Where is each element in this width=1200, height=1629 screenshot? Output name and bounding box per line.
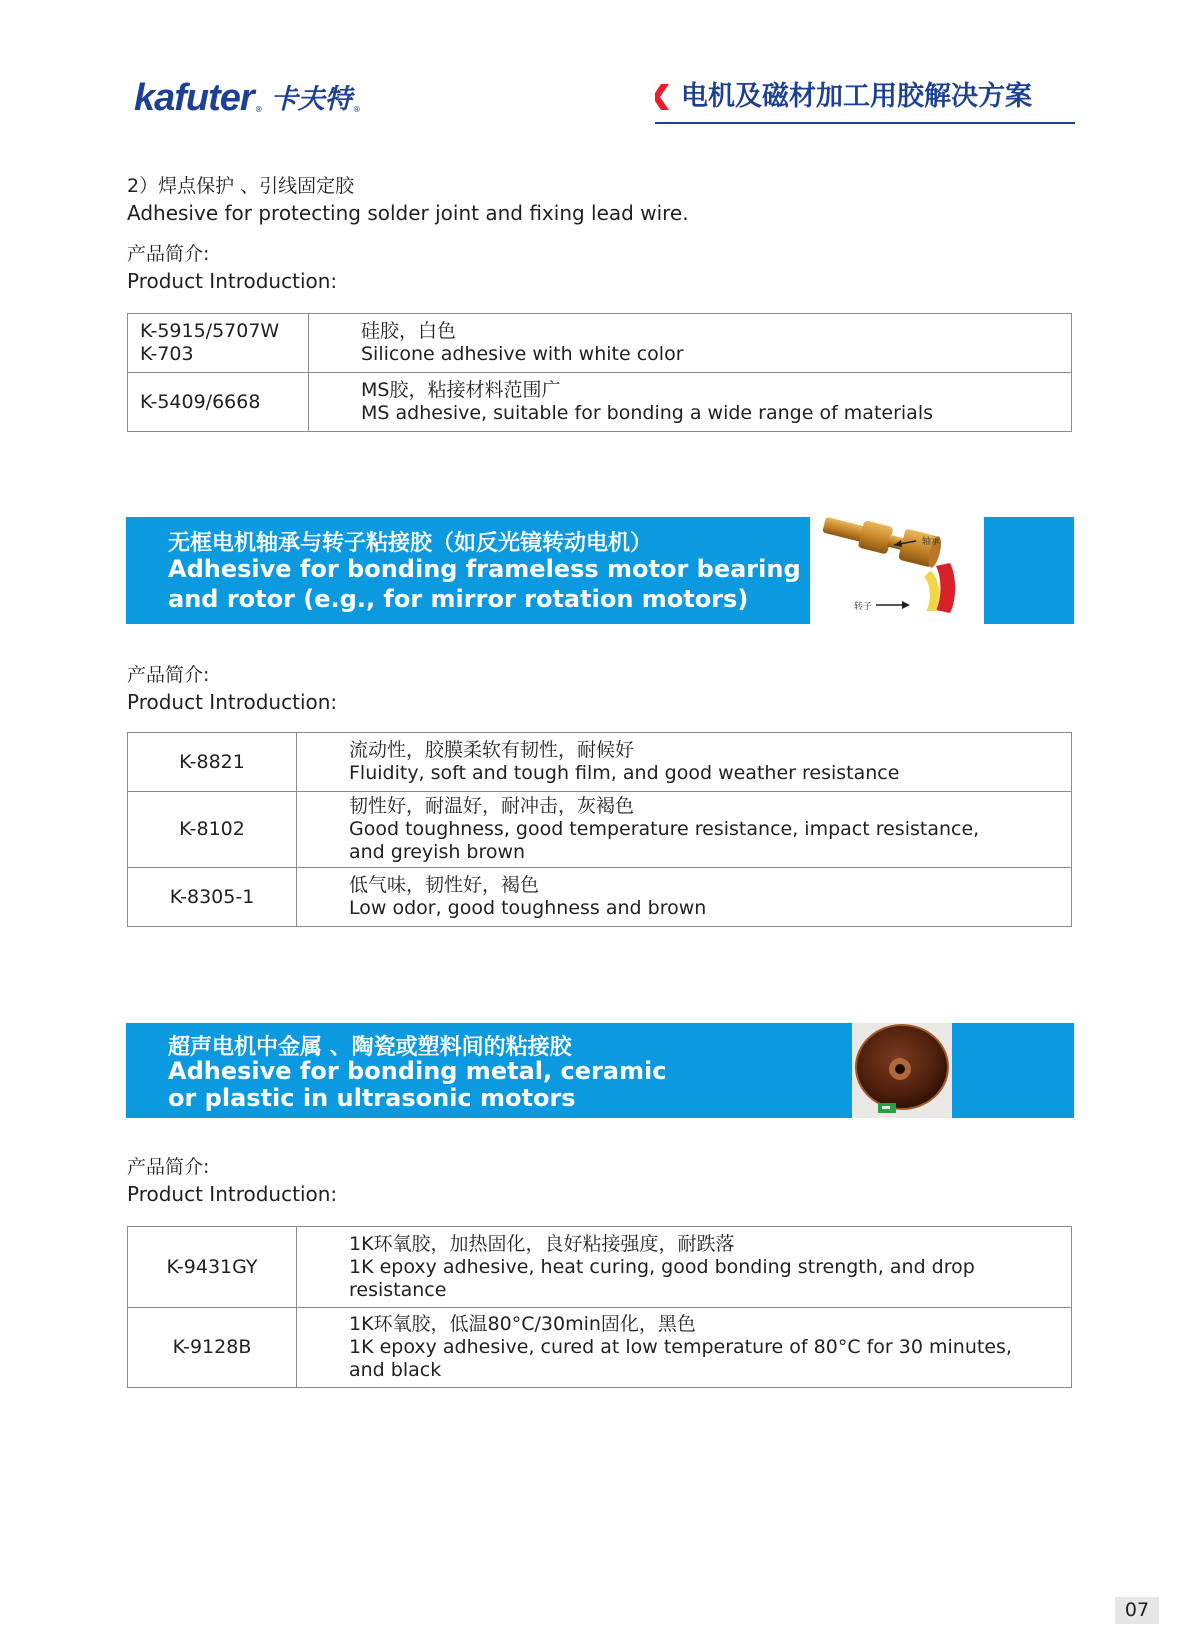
product-code: K-9431GY (166, 1255, 258, 1278)
product-code-cell (128, 868, 297, 927)
section-banner-frameless-motor (126, 517, 1074, 624)
product-desc-en: Low odor, good toughness and brown (349, 897, 707, 919)
logo-registered-mark: ® (254, 105, 263, 114)
header-title-block (655, 80, 1075, 124)
banner-title-en: and rotor (e.g., for mirror rotation motors) (168, 585, 749, 613)
section-banner-ultrasonic-motor (126, 1023, 1074, 1118)
product-desc-cell (297, 733, 1072, 792)
section3-product-table (127, 1226, 1072, 1388)
product-desc-cn: 流动性，胶膜柔软有韧性，耐候好 (349, 739, 635, 761)
table-row (128, 733, 1072, 792)
header-title: 电机及磁材加工用胶解决方案 (681, 81, 1032, 112)
product-desc-en: 1K epoxy adhesive, cured at low temperature of 80°C for 30 minutes, (349, 1336, 1012, 1358)
section1-product-table (127, 313, 1072, 432)
table-row (128, 373, 1072, 432)
product-code-cell (128, 792, 297, 868)
product-code-cell (128, 1227, 297, 1308)
product-desc-cn: 1K环氧胶，低温80°C/30min固化，黑色 (349, 1313, 696, 1335)
product-code: K-5409/6668 (140, 390, 261, 413)
logo-registered-mark-cn: ® (352, 105, 361, 114)
brand-logo (134, 78, 363, 118)
logo-chinese-name: 卡夫特 (270, 84, 352, 115)
product-desc-cell (297, 868, 1072, 927)
product-desc-en: and greyish brown (349, 841, 526, 863)
product-code: K-5915/5707W (140, 320, 280, 342)
product-code-cell (128, 314, 309, 373)
section3-intro-cn: 产品简介: (127, 1156, 210, 1178)
table-row (128, 1227, 1072, 1308)
rotor-label: 转子 (854, 602, 873, 612)
bearing-label: 轴承 (922, 537, 941, 547)
page-number: 07 (1115, 1597, 1159, 1624)
product-code-cell (128, 373, 309, 432)
product-desc-cn: 1K环氧胶，加热固化，良好粘接强度，耐跌落 (349, 1232, 735, 1255)
section2-product-table (127, 732, 1072, 927)
ultrasonic-motor-image (852, 1023, 952, 1118)
product-desc-en: MS adhesive, suitable for bonding a wide range of materials (361, 402, 934, 424)
banner-title-en: Adhesive for bonding frameless motor bearing (168, 555, 801, 583)
ultrasonic-motor-disc-icon (852, 1023, 952, 1118)
banner-title-en: or plastic in ultrasonic motors (168, 1084, 576, 1112)
section1-heading-en: Adhesive for protecting solder joint and fixing lead wire. (127, 201, 689, 225)
brand-k-mark-icon (655, 84, 669, 110)
table-row (128, 792, 1072, 868)
product-desc-en: 1K epoxy adhesive, heat curing, good bonding strength, and drop (349, 1255, 975, 1278)
product-code: K-703 (140, 343, 194, 365)
section1-heading-cn: 2）焊点保护 、引线固定胶 (127, 175, 355, 197)
product-desc-cell (297, 792, 1072, 868)
table-row (128, 868, 1072, 927)
banner-title-cn: 超声电机中金属 、陶瓷或塑料间的粘接胶 (168, 1035, 572, 1060)
product-desc-en: Good toughness, good temperature resistance, impact resistance, (349, 818, 980, 840)
product-code-cell (128, 1308, 297, 1388)
product-desc-cn: 韧性好，耐温好，耐冲击，灰褐色 (349, 795, 635, 817)
product-desc-cn: 低气味，韧性好，褐色 (349, 874, 540, 896)
product-desc-en: and black (349, 1359, 442, 1381)
banner-title-cn: 无框电机轴承与转子粘接胶（如反光镜转动电机） (168, 531, 653, 556)
bearing-rotor-image (810, 517, 984, 624)
section2-intro-cn: 产品简介: (127, 664, 210, 686)
product-code: K-8821 (179, 750, 245, 773)
product-desc-en: Fluidity, soft and tough film, and good weather resistance (349, 762, 900, 784)
product-code: K-8102 (179, 818, 245, 840)
section3-intro-en: Product Introduction: (127, 1182, 338, 1206)
product-desc-cell (309, 314, 1072, 373)
product-desc-en: Silicone adhesive with white color (361, 343, 684, 365)
section2-intro-en: Product Introduction: (127, 690, 338, 714)
product-code-cell (128, 733, 297, 792)
product-desc-cell (297, 1308, 1072, 1388)
product-desc-cn: 硅胶，白色 (361, 320, 457, 342)
banner-title-en: Adhesive for bonding metal, ceramic (168, 1057, 667, 1085)
section1-intro-en: Product Introduction: (127, 269, 338, 293)
table-row (128, 314, 1072, 373)
product-desc-cell (297, 1227, 1072, 1308)
product-desc-cell (309, 373, 1072, 432)
section1-intro-cn: 产品简介: (127, 243, 210, 265)
product-desc-cn: MS胶，粘接材料范围广 (361, 379, 561, 401)
product-code: K-8305-1 (169, 885, 255, 908)
table-row (128, 1308, 1072, 1388)
bearing-rotor-illustration-icon (810, 517, 984, 624)
product-code: K-9128B (172, 1336, 252, 1358)
product-desc-en: resistance (349, 1278, 447, 1301)
logo-wordmark: kafuter (134, 77, 254, 119)
